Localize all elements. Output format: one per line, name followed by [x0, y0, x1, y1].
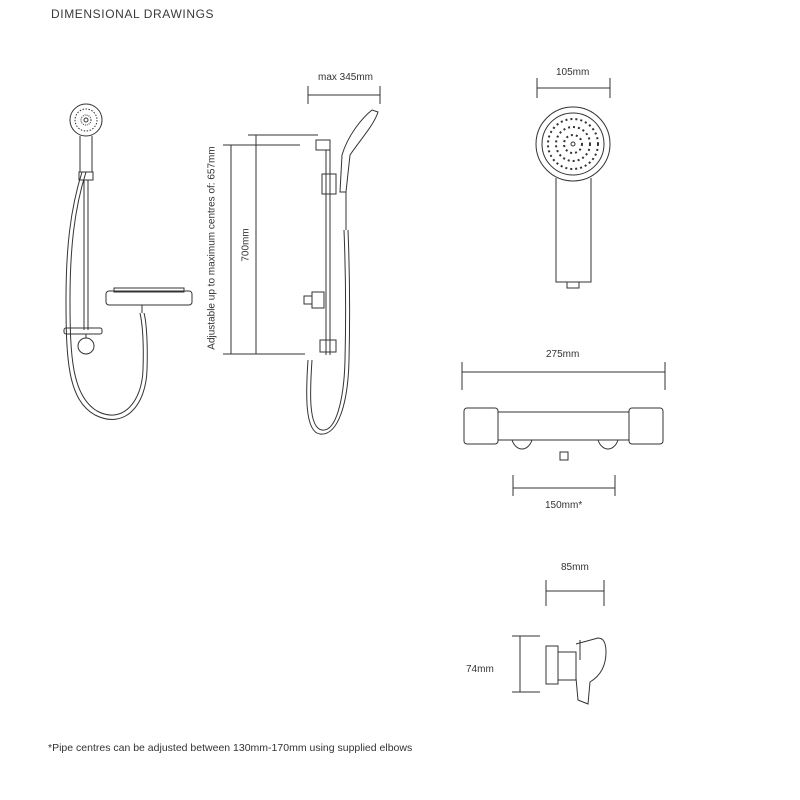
label-valve-height: 74mm: [466, 664, 494, 675]
side-hose: [311, 230, 346, 430]
valve-left-handle: [464, 408, 498, 444]
front-handset-handle: [80, 136, 92, 172]
front-wall-outlet: [78, 338, 94, 354]
label-valve-width: 275mm: [546, 349, 580, 360]
side-bottom-bracket: [320, 340, 336, 352]
front-valve-body: [106, 291, 192, 305]
page-heading: DIMENSIONAL DRAWINGS: [51, 7, 215, 21]
valve-body: [498, 412, 629, 440]
label-valve-projection: 85mm: [561, 562, 589, 573]
front-soap-dish: [64, 328, 102, 334]
label-riser-length: 700mm: [240, 228, 252, 262]
valve-side-wallplate: [546, 646, 558, 684]
front-hose: [66, 172, 147, 419]
label-pipe-centres: 150mm*: [545, 500, 583, 511]
valve-side-detail: [512, 580, 606, 704]
handset-detail-handle: [556, 178, 591, 282]
side-handset: [340, 110, 378, 192]
footnote: *Pipe centres can be adjusted between 130mm-170mm using supplied elbows: [48, 742, 413, 754]
valve-right-handle: [629, 408, 663, 444]
side-top-bracket: [316, 140, 330, 150]
front-view-shower-kit: [64, 104, 192, 419]
valve-outlet: [560, 452, 568, 460]
label-handset-width: 105mm: [556, 67, 590, 78]
side-valve: [312, 292, 324, 308]
valve-front-detail: [462, 362, 665, 496]
side-slider: [322, 174, 336, 194]
label-max-reach: max 345mm: [318, 72, 374, 83]
valve-side-body: [558, 652, 576, 680]
handset-detail: [536, 78, 610, 288]
label-riser-adjustable: Adjustable up to maximum centres of: 657mm: [206, 146, 218, 350]
